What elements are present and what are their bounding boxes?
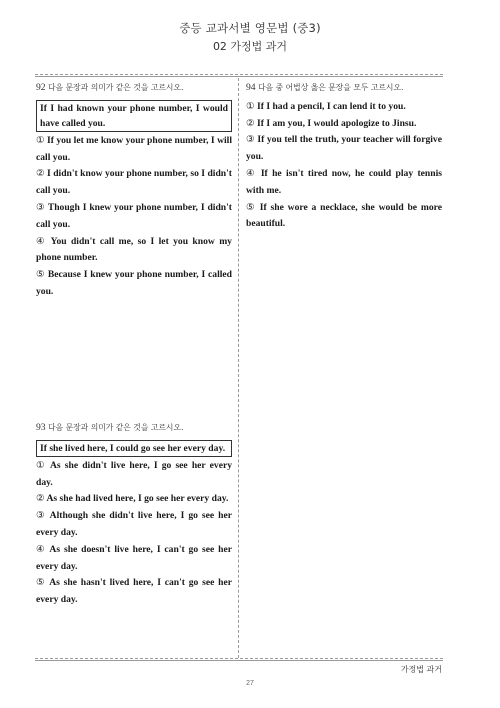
option-marker: ① — [36, 459, 47, 471]
option-marker: ⑤ — [36, 269, 46, 281]
given-sentence-box: If I had known your phone number, I would have called you. — [36, 100, 232, 132]
option-text: If I had a pencil, I can lend it to you. — [257, 100, 406, 112]
option-5[interactable] — [246, 200, 442, 234]
option-text: Though I knew your phone number, I didn't call you. — [36, 201, 232, 230]
question-instruction: 다음 문장과 의미가 같은 것을 고르시오. — [48, 83, 184, 92]
option-2[interactable] — [246, 116, 442, 133]
option-5[interactable] — [36, 267, 232, 301]
option-marker: ⑤ — [246, 201, 256, 213]
option-text: If he isn't tired now, he could play tennis with me. — [246, 167, 442, 196]
question-94 — [246, 80, 442, 233]
question-93 — [36, 420, 232, 609]
option-text: As she hasn't lived here, I can't go see her every day. — [36, 577, 232, 606]
question-header — [36, 80, 232, 97]
option-3[interactable] — [36, 200, 232, 234]
option-1[interactable] — [36, 133, 232, 167]
question-number: 94 — [246, 82, 256, 93]
given-sentence-box: If she lived here, I could go see her every day. — [36, 440, 232, 457]
top-divider-solid — [35, 76, 443, 77]
option-marker: ④ — [36, 543, 47, 555]
option-text: I didn't know your phone number, so I didn't call you. — [36, 168, 232, 197]
option-text: Because I knew your phone number, I called you. — [36, 269, 232, 297]
bottom-divider — [35, 658, 443, 659]
page-title: 중등 교과서별 영문법 (중3) — [179, 21, 321, 35]
option-marker: ④ — [36, 235, 47, 247]
option-marker: ③ — [36, 201, 46, 213]
option-1[interactable] — [246, 99, 442, 116]
option-text: If you let me know your phone number, I will call you. — [36, 134, 232, 163]
option-text: As she doesn't live here, I can't go see her every day. — [36, 543, 232, 572]
option-text: If you tell the truth, your teacher will forgive you. — [246, 134, 442, 163]
option-marker: ① — [36, 134, 45, 146]
option-1[interactable] — [36, 458, 232, 492]
option-marker: ② — [246, 117, 255, 129]
option-5[interactable] — [36, 575, 232, 609]
question-92 — [36, 80, 232, 301]
option-marker: ② — [36, 168, 45, 180]
footer-section-title: 가정법 과거 — [400, 665, 442, 674]
option-marker: ④ — [246, 167, 257, 179]
option-marker: ③ — [36, 510, 47, 522]
option-text: You didn't call me, so I let you know my phone number. — [36, 235, 232, 264]
option-4[interactable] — [246, 166, 442, 200]
option-3[interactable] — [246, 132, 442, 166]
question-instruction: 다음 중 어법상 옳은 문장을 모두 고르시오. — [258, 83, 404, 92]
option-3[interactable] — [36, 508, 232, 542]
question-header — [246, 80, 442, 97]
option-text: As she had lived here, I go see her every day. — [46, 493, 229, 505]
option-2[interactable] — [36, 491, 232, 508]
top-divider — [35, 74, 443, 75]
section-subtitle: 02 가정법 과거 — [212, 40, 288, 53]
option-4[interactable] — [36, 234, 232, 268]
option-marker: ⑤ — [36, 577, 46, 589]
question-number: 93 — [36, 422, 46, 433]
option-text: If she wore a necklace, she would be more beautiful. — [246, 201, 442, 230]
page-number: 27 — [246, 680, 254, 687]
question-number: 92 — [36, 82, 46, 93]
option-marker: ③ — [246, 134, 255, 146]
option-marker: ② — [36, 493, 45, 505]
question-instruction: 다음 문장과 의미가 같은 것을 고르시오. — [48, 423, 184, 432]
option-text: As she didn't live here, I go see her every day. — [36, 459, 233, 488]
option-2[interactable] — [36, 166, 232, 200]
option-marker: ① — [246, 100, 255, 112]
option-text: Although she didn't live here, I go see her every day. — [36, 510, 232, 538]
option-text: If I am you, I would apologize to Jinsu. — [257, 117, 417, 129]
option-4[interactable] — [36, 542, 232, 576]
bottom-divider-solid — [35, 660, 443, 661]
question-header — [36, 420, 232, 437]
column-divider — [238, 78, 239, 658]
